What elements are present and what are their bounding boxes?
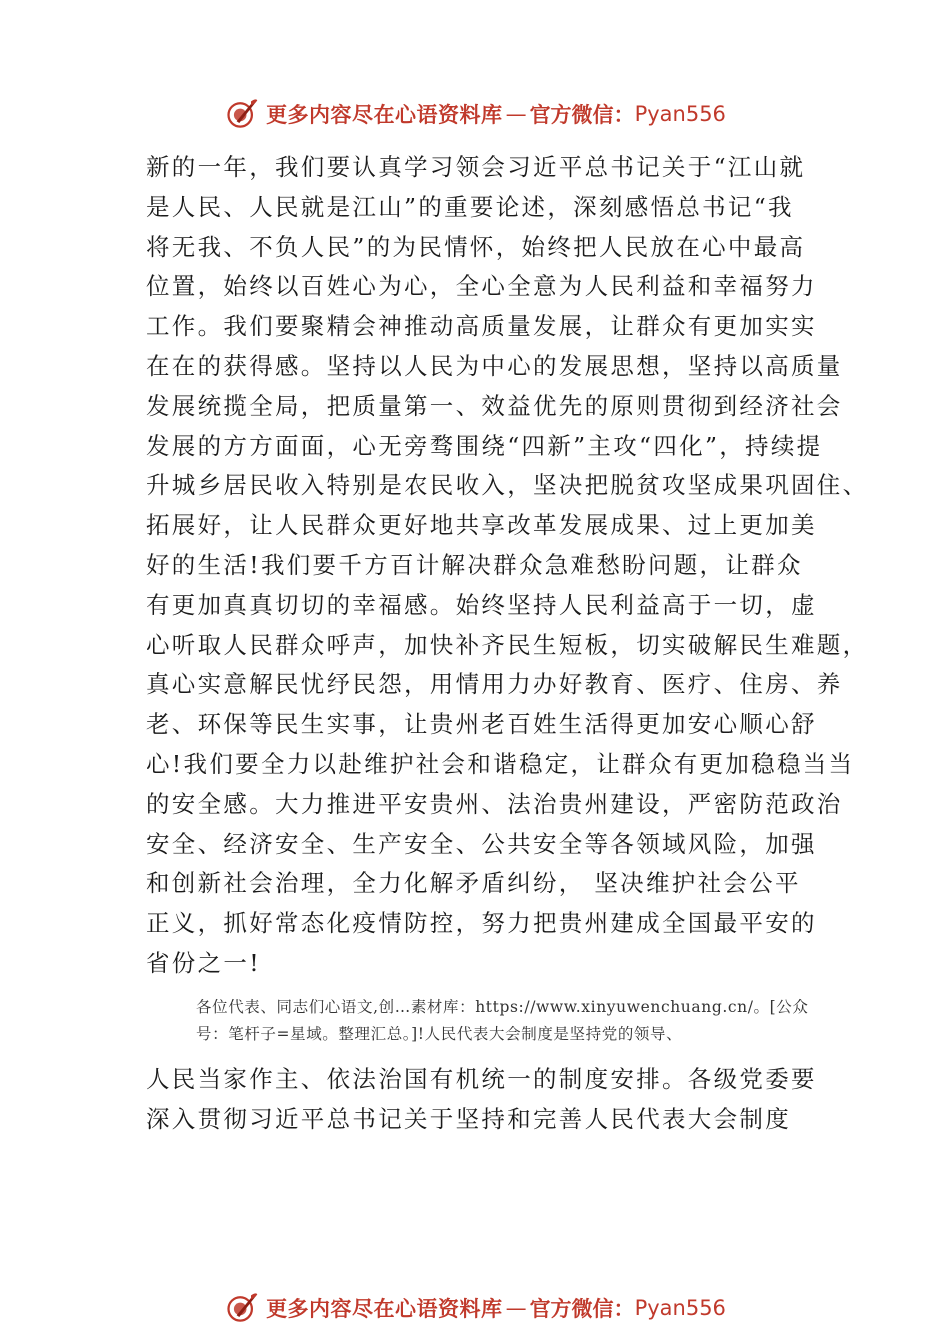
paragraph-line: 老、环保等民生实事，让贵州老百姓生活得更加安心顺心舒 [146,710,817,739]
paragraph-line: 安全、经济安全、生产安全、公共安全等各领域风险，加强 [146,829,817,858]
paragraph-line: 发展统揽全局，把质量第一、效益优先的原则贯彻到经济社会 [146,391,843,420]
continuation-paragraph [146,1060,836,1140]
banner-wechat-label: 官方微信： [529,1296,635,1321]
banner-separator: — [505,102,527,126]
paragraph-line: 在在的获得感。坚持以人民为中心的发展思想，坚持以高质量 [146,351,843,380]
banner-wechat-id: Pyan556 [634,1296,726,1320]
banner-wechat-label: 官方微信： [529,102,635,127]
paragraph-line: 是人民、人民就是江山”的重要论述，深刻感悟总书记“我 [146,192,794,221]
paragraph-line: 的安全感。大力推进平安贵州、法治贵州建设，严密防范政治 [146,789,843,818]
paragraph-line: 省份之一! [146,948,261,977]
paragraph-line: 人民当家作主、依法治国有机统一的制度安排。各级党委要 [146,1065,817,1093]
banner-title: 更多内容尽在心语资料库 [266,102,503,127]
paragraph-line: 发展的方方面面，心无旁骛围绕“四新”主攻“四化”，持续提 [146,431,823,460]
paragraph-line: 正义，抓好常态化疫情防控，努力把贵州建成全国最平安的 [146,909,817,938]
paragraph-line: 和创新社会治理，全力化解矛盾纠纷， 坚决维护社会公平 [146,869,801,898]
paragraph-line: 工作。我们要聚精会神推动高质量发展，让群众有更加实实 [146,312,817,341]
banner-separator: — [505,1296,527,1320]
paragraph-line: 心听取人民群众呼声，加快补齐民生短板，切实破解民生难题， [146,630,869,659]
paragraph-line: 将无我、不负人民”的为民情怀，始终把人民放在心中最高 [146,232,806,261]
quill-pen-logo-icon [224,96,260,132]
note-line: 各位代表、同志们心语文,创…素材库：https://www.xinyuwenchuang.cn/。[公众 [196,998,809,1016]
banner-wechat-id: Pyan556 [634,102,726,126]
paragraph-line: 升城乡居民收入特别是农民收入，坚决把脱贫攻坚成果巩固住、 [146,471,869,500]
banner-title: 更多内容尽在心语资料库 [266,1296,503,1321]
paragraph-line: 真心实意解民忧纾民怨，用情用力办好教育、医疗、住房、养 [146,670,843,699]
paragraph-line: 深入贯彻习近平总书记关于坚持和完善人民代表大会制度 [146,1104,791,1133]
paragraph-line: 心!我们要全力以赴维护社会和谐稳定，让群众有更加稳稳当当 [146,749,855,778]
footer-banner [0,1288,950,1328]
note-line: 号：笔杆子=星域。整理汇总。]!人民代表大会制度是坚持党的领导、 [196,1025,683,1043]
main-paragraph [146,148,869,984]
paragraph-line: 拓展好，让人民群众更好地共享改革发展成果、过上更加美 [146,511,817,540]
source-note [196,994,846,1048]
paragraph-line: 有更加真真切切的幸福感。始终坚持人民利益高于一切，虚 [146,590,817,619]
paragraph-line: 新的一年，我们要认真学习领会习近平总书记关于“江山就 [146,153,806,181]
paragraph-line: 位置，始终以百姓心为心，全心全意为人民利益和幸福努力 [146,272,817,301]
paragraph-line: 好的生活!我们要千方百计解决群众急难愁盼问题，让群众 [146,550,803,579]
quill-pen-logo-icon [224,1290,260,1326]
header-banner [0,94,950,134]
